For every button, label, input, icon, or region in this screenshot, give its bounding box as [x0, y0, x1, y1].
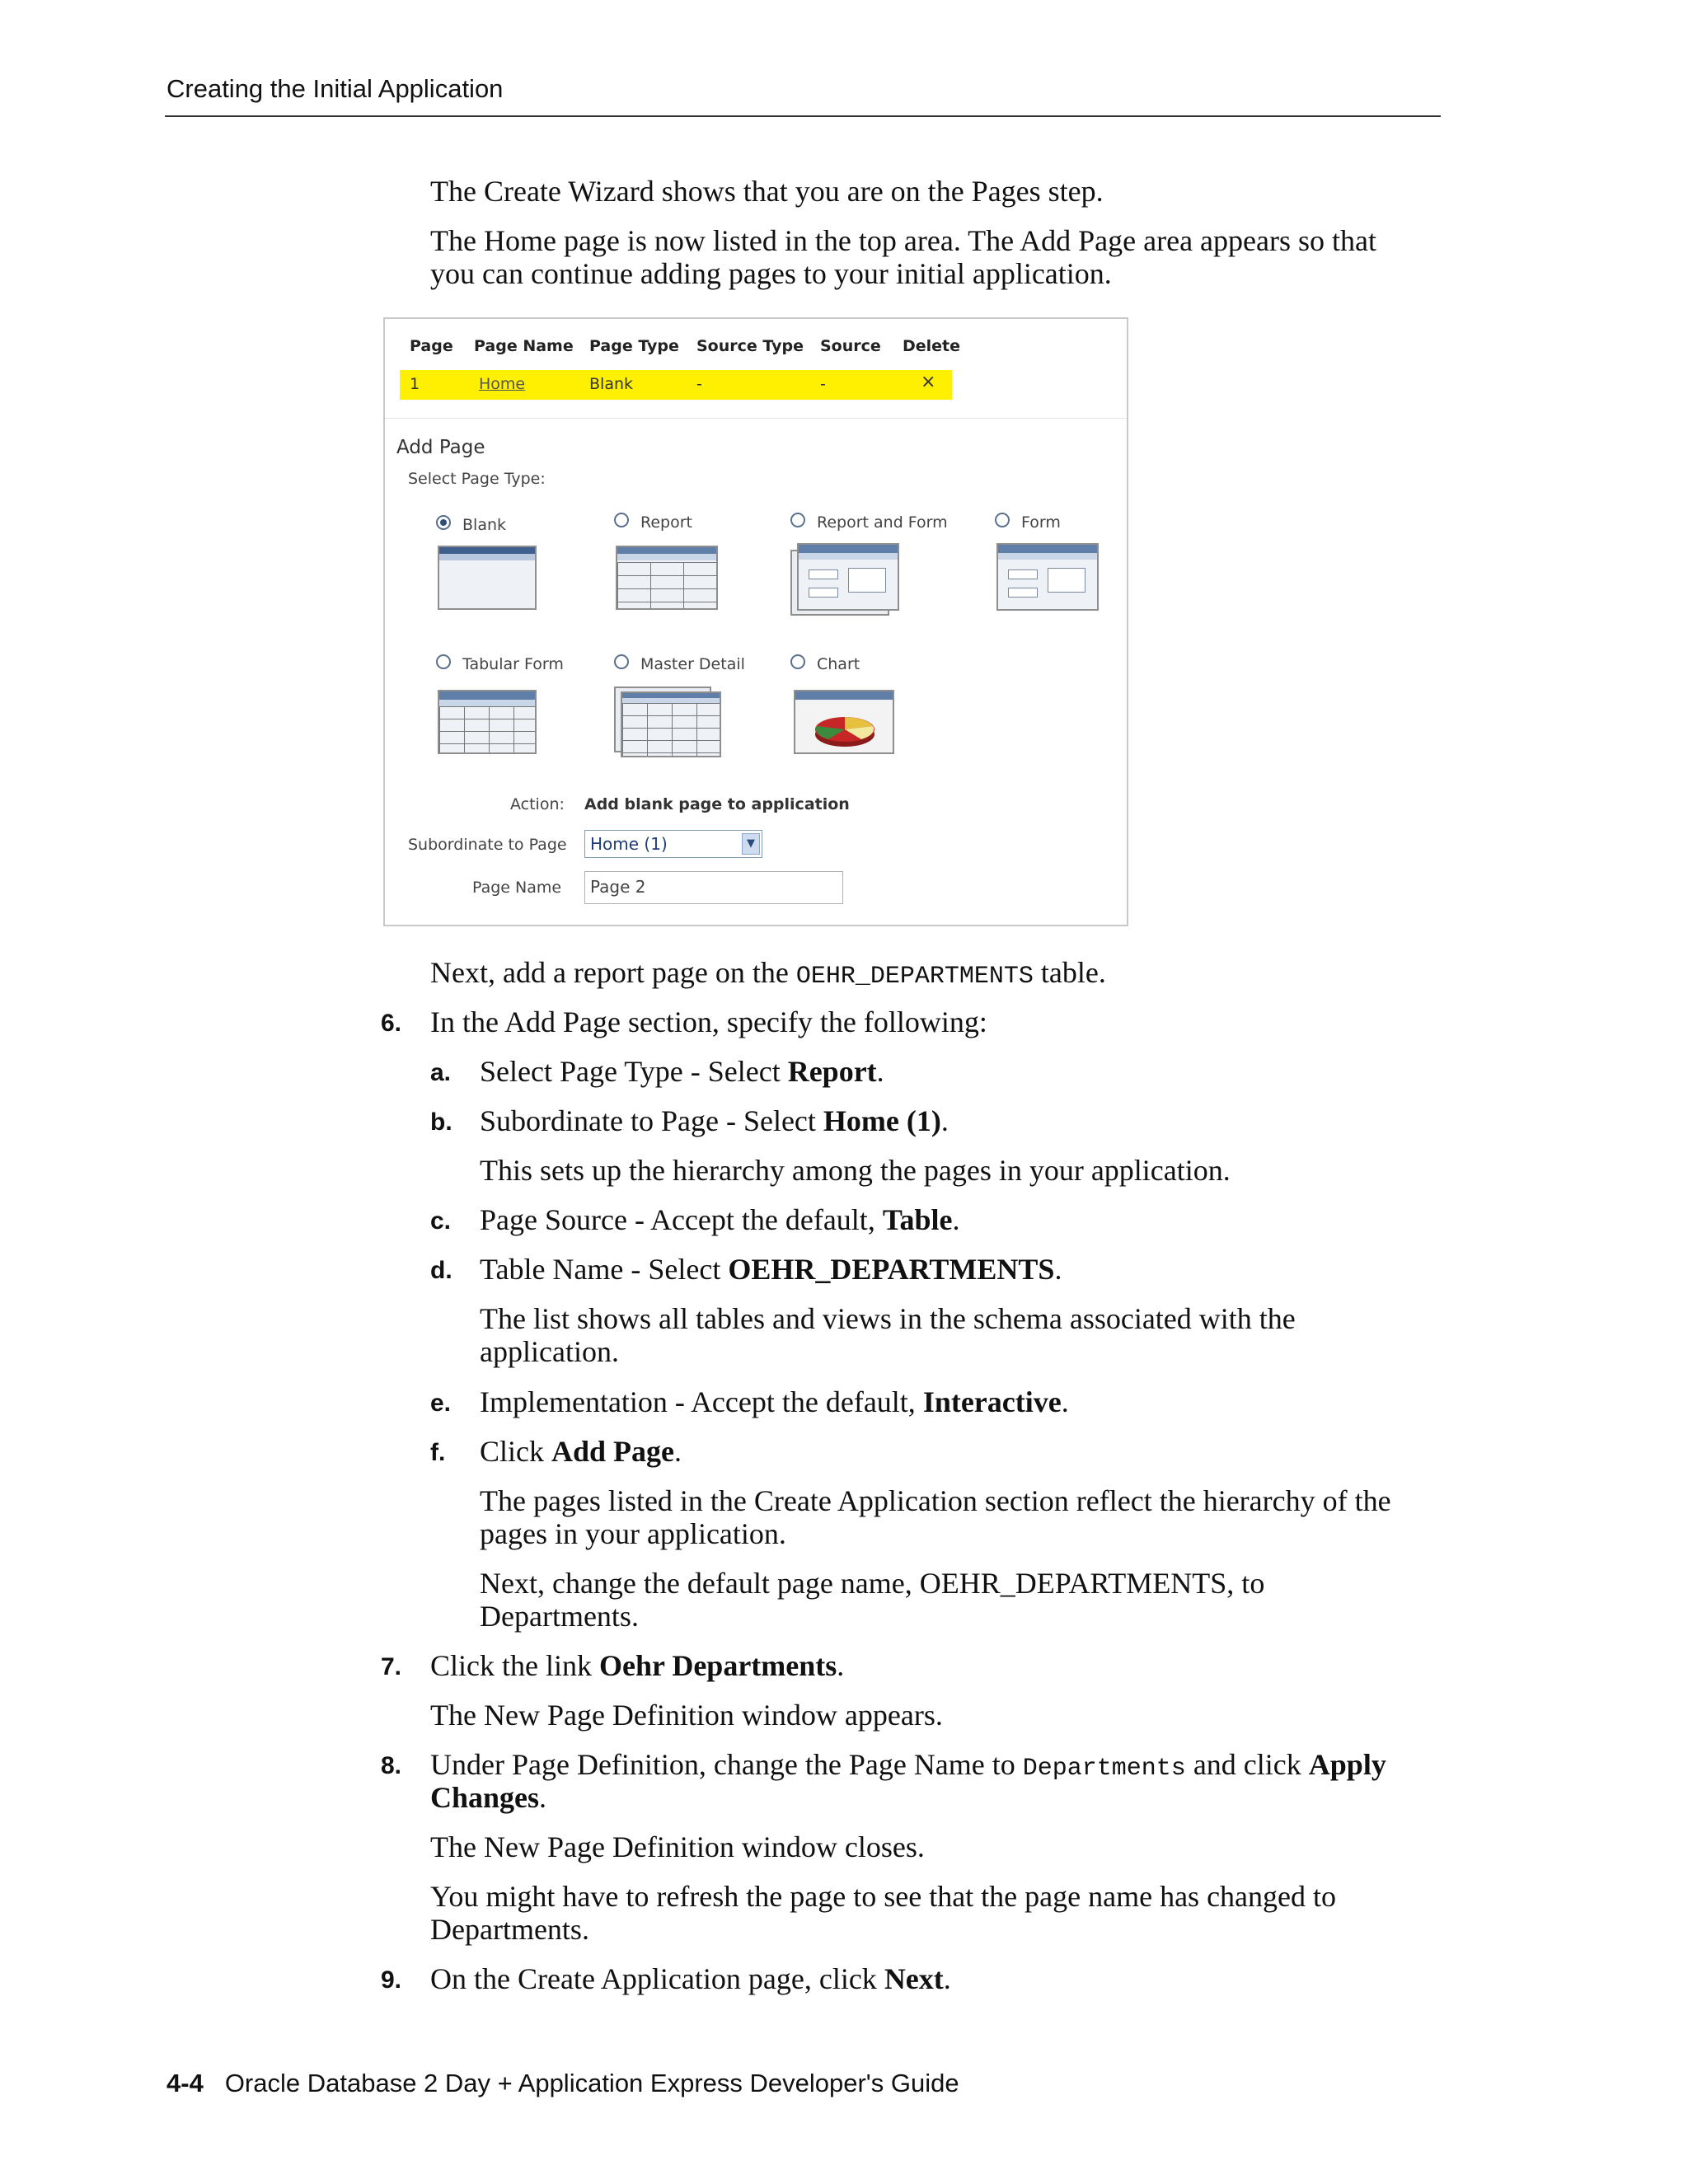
section-divider [385, 418, 1127, 419]
row-source-type: - [696, 375, 702, 393]
substep-e-label: e. [430, 1390, 452, 1417]
step-number-9: 9. [381, 1966, 402, 1994]
select-page-type-label: Select Page Type: [408, 470, 546, 488]
col-header-delete: Delete [903, 337, 961, 355]
substep-a-text: Select Page Type - Select Report. [480, 1055, 884, 1088]
tabular-form-thumbnail [438, 690, 537, 754]
substep-c-text: Page Source - Accept the default, Table. [480, 1203, 960, 1236]
substep-e-text: Implementation - Accept the default, Interactive. [480, 1385, 1069, 1418]
col-header-source: Source [820, 337, 881, 355]
radio-master-detail[interactable] [614, 654, 629, 669]
radio-chart[interactable] [790, 654, 805, 669]
step-8-note2-line2: Departments. [430, 1913, 589, 1946]
substep-f-label: f. [430, 1439, 446, 1466]
substep-a-label: a. [430, 1059, 452, 1086]
col-header-source-type: Source Type [696, 337, 804, 355]
option-label-report: Report [640, 513, 692, 532]
step-7-note: The New Page Definition window appears. [430, 1699, 943, 1732]
blank-thumbnail [438, 546, 537, 610]
page-footer [166, 2069, 959, 2098]
step-8-text-line1: Under Page Definition, change the Page Name to Departments and click Apply [430, 1748, 1386, 1783]
substep-f-note1-line2: pages in your application. [480, 1517, 786, 1550]
header-rule [165, 115, 1441, 117]
report-thumbnail [616, 546, 718, 610]
substep-f-note1-line1: The pages listed in the Create Application section reflect the hierarchy of the [480, 1484, 1391, 1517]
substep-b-text: Subordinate to Page - Select Home (1). [480, 1104, 949, 1137]
radio-blank[interactable] [436, 515, 451, 530]
action-label: Action: [510, 795, 565, 813]
pie-chart-icon [795, 691, 894, 754]
chart-thumbnail [794, 690, 894, 754]
footer-page-number: 4-4 [166, 2069, 204, 2097]
col-header-page: Page [410, 337, 453, 355]
create-pages-screenshot [383, 317, 1128, 926]
step-8-text-line2: Changes. [430, 1781, 547, 1814]
option-label-form: Form [1021, 513, 1061, 532]
step-number-8: 8. [381, 1752, 402, 1779]
radio-form[interactable] [995, 513, 1010, 527]
option-label-master-detail: Master Detail [640, 655, 745, 673]
home-page-link[interactable]: Home [479, 375, 526, 393]
step-8-note1: The New Page Definition window closes. [430, 1830, 925, 1863]
page-name-label: Page Name [472, 879, 562, 897]
substep-d-label: d. [430, 1257, 452, 1284]
radio-report[interactable] [614, 513, 629, 527]
report-and-form-thumbnail [797, 543, 899, 611]
master-detail-thumbnail [621, 691, 721, 757]
step-number-7: 7. [381, 1653, 402, 1680]
radio-report-and-form[interactable] [790, 513, 805, 527]
action-value: Add blank page to application [584, 795, 850, 813]
substep-c-label: c. [430, 1207, 452, 1235]
step-9-text: On the Create Application page, click Next. [430, 1962, 951, 1995]
footer-book-title: Oracle Database 2 Day + Application Express Developer's Guide [224, 2069, 959, 2097]
option-label-blank: Blank [462, 516, 507, 534]
row-page-type: Blank [589, 375, 634, 393]
form-thumbnail [996, 543, 1099, 611]
step-number-6: 6. [381, 1010, 402, 1037]
intro-paragraph-2a: The Home page is now listed in the top area. The Add Page area appears so that [430, 224, 1376, 257]
col-header-page-name: Page Name [474, 337, 574, 355]
option-label-report-and-form: Report and Form [817, 513, 948, 532]
subordinate-to-page-label: Subordinate to Page [408, 836, 567, 854]
substep-b-label: b. [430, 1108, 452, 1136]
col-header-page-type: Page Type [589, 337, 679, 355]
add-page-heading: Add Page [396, 437, 485, 458]
row-source: - [820, 375, 826, 393]
subordinate-selected-value: Home (1) [590, 834, 668, 854]
next-report-paragraph: Next, add a report page on the OEHR_DEPARTMENTS table. [430, 956, 1106, 991]
chevron-down-icon[interactable]: ▼ [742, 833, 760, 855]
subordinate-to-page-select[interactable] [584, 830, 762, 858]
step-8-note2-line1: You might have to refresh the page to see that the page name has changed to [430, 1880, 1337, 1913]
step-7-text: Click the link Oehr Departments. [430, 1649, 845, 1682]
running-header: Creating the Initial Application [166, 74, 504, 103]
substep-d-note-line1: The list shows all tables and views in the schema associated with the [480, 1302, 1296, 1335]
substep-f-note2-line2: Departments. [480, 1600, 639, 1633]
substep-d-note-line2: application. [480, 1335, 619, 1368]
intro-paragraph-1: The Create Wizard shows that you are on the Pages step. [430, 175, 1104, 208]
page-name-input[interactable]: Page 2 [584, 871, 843, 904]
row-page-number: 1 [410, 375, 420, 393]
delete-icon[interactable]: × [921, 372, 936, 392]
substep-b-note: This sets up the hierarchy among the pages in your application. [480, 1154, 1231, 1187]
radio-tabular-form[interactable] [436, 654, 451, 669]
step-6-text: In the Add Page section, specify the following: [430, 1005, 987, 1038]
option-label-tabular-form: Tabular Form [462, 655, 564, 673]
substep-f-text: Click Add Page. [480, 1435, 682, 1468]
substep-d-text: Table Name - Select OEHR_DEPARTMENTS. [480, 1253, 1062, 1286]
option-label-chart: Chart [817, 655, 860, 673]
substep-f-note2-line1: Next, change the default page name, OEHR_DEPARTMENTS, to [480, 1567, 1265, 1600]
intro-paragraph-2b: you can continue adding pages to your initial application. [430, 257, 1112, 290]
